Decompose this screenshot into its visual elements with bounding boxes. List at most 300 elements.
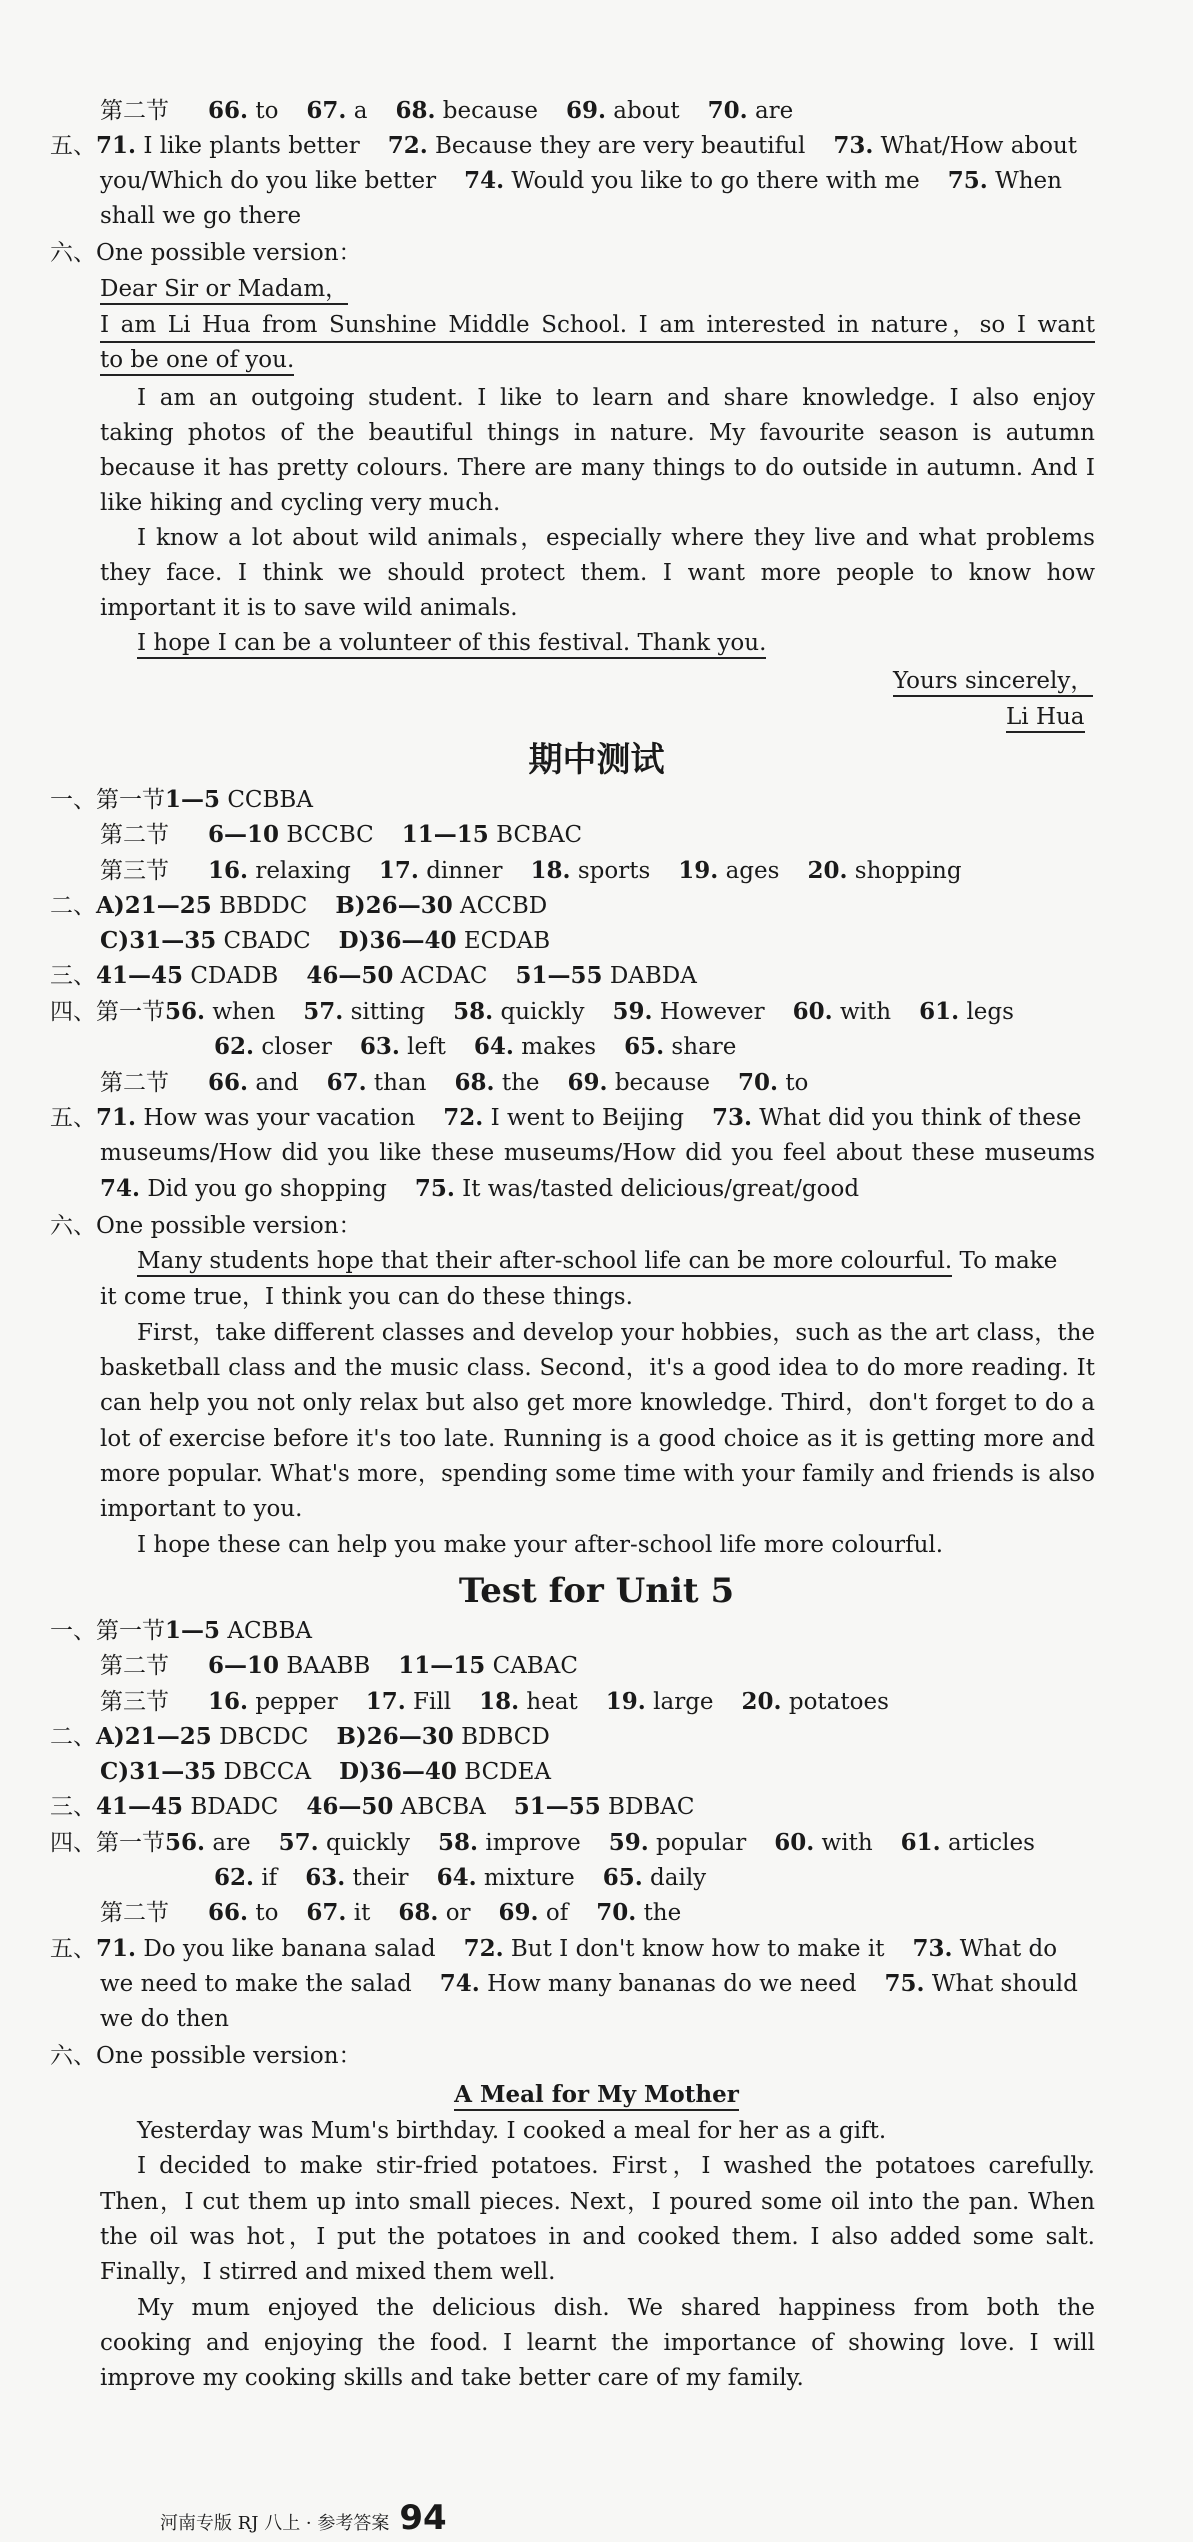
question-number: 20. xyxy=(741,1688,782,1715)
answer-value: ECDAB xyxy=(463,928,551,954)
question-number: 73. xyxy=(833,132,874,159)
question-number: 67. xyxy=(306,1899,347,1926)
signature-text: Li Hua xyxy=(1006,704,1085,733)
answer-value: the xyxy=(643,1900,682,1926)
question-number: 70. xyxy=(707,97,748,124)
question-number: 60. xyxy=(792,998,833,1025)
section-label: 第二节 xyxy=(100,98,169,124)
answer-value: ages xyxy=(725,858,780,884)
question-number: 11—15 xyxy=(398,1652,486,1679)
closing-text: Yours sincerely， xyxy=(893,668,1093,697)
question-number: B)26—30 xyxy=(335,892,453,919)
essay-line xyxy=(137,1246,1057,1276)
essay-title xyxy=(0,2080,1193,2110)
answer-item xyxy=(901,1828,1035,1858)
answer-value: Fill xyxy=(413,1689,452,1715)
answer-value: mixture xyxy=(483,1865,575,1891)
answer-line xyxy=(50,131,1105,161)
question-number: 16. xyxy=(208,1688,249,1715)
question-number: 41—45 xyxy=(96,1793,184,1820)
answer-value: When xyxy=(995,168,1062,194)
letter-line: because it has pretty colours. There are many things to do outside in autumn. And I xyxy=(100,455,1095,481)
answer-item xyxy=(100,1174,387,1204)
question-number: D)36—40 xyxy=(339,1758,457,1785)
answer-value: daily xyxy=(650,1865,707,1891)
answer-item xyxy=(208,856,351,886)
answer-value: ACDAC xyxy=(400,963,488,989)
answer-item xyxy=(100,926,311,956)
answer-text: you/Which do you like better xyxy=(100,168,437,194)
answer-item xyxy=(96,1722,308,1752)
answer-value: Do you like banana salad xyxy=(143,1936,436,1962)
question-number: 66. xyxy=(208,1069,249,1096)
section-label: 第三节 xyxy=(100,1689,169,1715)
section-number: 一、第一节 xyxy=(50,787,165,813)
answer-value: BBDDC xyxy=(219,893,308,919)
answer-item xyxy=(402,820,582,850)
answer-line xyxy=(50,891,575,921)
answer-line xyxy=(50,961,725,991)
question-number: 58. xyxy=(438,1829,479,1856)
essay-line: Yesterday was Mum's birthday. I cooked a meal for her as a gift. xyxy=(137,2118,887,2144)
answer-item xyxy=(336,1722,549,1752)
answer-value: quickly xyxy=(325,1830,411,1856)
answer-value: BCBAC xyxy=(496,822,583,848)
answer-value: Would you like to go there with me xyxy=(511,168,920,194)
answer-item xyxy=(398,1898,470,1928)
essay-line: lot of exercise before it's too late. Running is a good choice as it is getting more and xyxy=(100,1426,1095,1452)
essay-line: more popular. What's more，spending some time with your family and friends is also xyxy=(100,1461,1095,1487)
letter-line: important it is to save wild animals. xyxy=(100,595,518,621)
footer-text: 河南专版 RJ 八上 · 参考答案 xyxy=(160,2513,390,2534)
answer-item xyxy=(793,997,891,1027)
answer-value: What should xyxy=(931,1971,1078,1997)
answer-value: closer xyxy=(261,1034,332,1060)
answer-value: What do xyxy=(959,1936,1058,1962)
essay-line: important to you. xyxy=(100,1496,303,1522)
answer-item xyxy=(912,1934,1057,1964)
answer-value: BCDEA xyxy=(464,1759,552,1785)
answer-item xyxy=(613,997,765,1027)
answer-line xyxy=(100,1969,1106,1999)
underlined-sentence: to be one of you. xyxy=(100,347,294,376)
answer-item xyxy=(596,1898,681,1928)
answer-item xyxy=(327,1068,427,1098)
answer-value: sports xyxy=(577,858,651,884)
answer-item xyxy=(464,166,920,196)
answer-item xyxy=(306,96,367,126)
essay-line: First，take different classes and develop your hobbies，such as the art class，the xyxy=(137,1320,1095,1346)
answer-item xyxy=(609,1828,747,1858)
answer-item xyxy=(948,166,1062,196)
section-heading: 六、One possible version： xyxy=(50,2043,362,2069)
question-number: 59. xyxy=(612,998,653,1025)
question-number: 71. xyxy=(96,1104,137,1131)
answer-item xyxy=(379,856,503,886)
answer-item xyxy=(453,997,584,1027)
question-number: 75. xyxy=(884,1970,925,1997)
answer-item xyxy=(214,1032,332,1062)
question-number: 6—10 xyxy=(208,821,280,848)
question-number: 75. xyxy=(414,1175,455,1202)
question-number: C)31—35 xyxy=(100,1758,217,1785)
answer-item xyxy=(339,1757,551,1787)
answer-line xyxy=(100,1068,836,1098)
letter-signature xyxy=(1006,702,1085,732)
question-number: 69. xyxy=(567,1069,608,1096)
page-footer xyxy=(160,2498,447,2538)
answer-item xyxy=(437,1863,575,1893)
answer-item xyxy=(303,997,425,1027)
question-number: 73. xyxy=(711,1104,752,1131)
answer-text: museums/How did you like these museums/How did you feel about these museums xyxy=(100,1140,1095,1166)
answer-item xyxy=(306,1898,370,1928)
essay-line: My mum enjoyed the delicious dish. We shared happiness from both the xyxy=(137,2295,1095,2321)
answer-item xyxy=(738,1068,808,1098)
question-number: 56. xyxy=(165,1829,206,1856)
section-number: 四、第一节 xyxy=(50,1830,165,1856)
answer-value: the xyxy=(501,1070,540,1096)
answer-value: legs xyxy=(966,999,1014,1025)
answer-value: DBCDC xyxy=(219,1724,309,1750)
answer-item xyxy=(708,96,794,126)
answer-value: I like plants better xyxy=(143,133,360,159)
essay-line: I hope these can help you make your after-school life more colourful. xyxy=(137,1532,944,1558)
answer-item xyxy=(440,1969,857,1999)
answer-item xyxy=(712,1103,1081,1133)
answer-value: Because they are very beautiful xyxy=(435,133,806,159)
letter-line xyxy=(100,310,1095,343)
answer-value: It was/tasted delicious/great/good xyxy=(462,1176,860,1202)
answer-value: if xyxy=(261,1865,278,1891)
answer-line xyxy=(100,166,1090,196)
answer-value: because xyxy=(614,1070,710,1096)
section-number: 五、 xyxy=(50,133,96,159)
question-number: 16. xyxy=(208,857,249,884)
question-number: 68. xyxy=(398,1899,439,1926)
question-number: 19. xyxy=(605,1688,646,1715)
question-number: 46—50 xyxy=(306,962,394,989)
answer-item xyxy=(884,1969,1077,1999)
answer-item xyxy=(96,1934,436,1964)
answer-item xyxy=(624,1032,736,1062)
answer-value: CDADB xyxy=(190,963,279,989)
answer-value: to xyxy=(255,98,279,124)
question-number: 59. xyxy=(608,1829,649,1856)
question-number: 20. xyxy=(807,857,848,884)
answer-item xyxy=(208,1651,370,1681)
answer-value: BAABB xyxy=(286,1653,371,1679)
section-label: 第三节 xyxy=(100,858,169,884)
section-heading: 六、One possible version： xyxy=(50,1213,362,1239)
underlined-sentence: I hope I can be a volunteer of this festival. Thank you. xyxy=(137,630,766,659)
question-number: 66. xyxy=(208,1899,249,1926)
answer-value: relaxing xyxy=(255,858,351,884)
question-number: 67. xyxy=(326,1069,367,1096)
section-number: 五、 xyxy=(50,1936,96,1962)
answer-line xyxy=(100,820,610,850)
question-number: 62. xyxy=(214,1033,255,1060)
answer-value: with xyxy=(840,999,892,1025)
question-number: 74. xyxy=(464,167,505,194)
answer-item xyxy=(165,1616,312,1646)
answer-value: are xyxy=(212,1830,251,1856)
answer-line xyxy=(50,1828,1063,1858)
section-number: 一、第一节 xyxy=(50,1618,165,1644)
question-number: 69. xyxy=(498,1899,539,1926)
essay-line: can help you not only relax but also get more knowledge. Third，don't forget to do a xyxy=(100,1390,1095,1416)
essay-text: To make xyxy=(952,1248,1058,1274)
question-number: 46—50 xyxy=(306,1793,394,1820)
answer-line xyxy=(100,1651,606,1681)
answer-item xyxy=(339,926,551,956)
answer-line xyxy=(100,96,821,126)
answer-item xyxy=(499,1898,569,1928)
letter-salutation xyxy=(100,274,348,304)
answer-value: than xyxy=(373,1070,427,1096)
question-number: 75. xyxy=(947,167,988,194)
answer-item xyxy=(464,1934,885,1964)
underlined-sentence: I am Li Hua from Sunshine Middle School. I am interested in nature，so I want xyxy=(100,310,1095,343)
answer-item xyxy=(100,1757,311,1787)
answer-value: BDBAC xyxy=(608,1794,695,1820)
answer-item xyxy=(415,1174,859,1204)
answer-value: Did you go shopping xyxy=(147,1176,387,1202)
question-number: 67. xyxy=(306,97,347,124)
question-number: 60. xyxy=(774,1829,815,1856)
answer-value: improve xyxy=(485,1830,581,1856)
question-number: 17. xyxy=(378,857,419,884)
question-number: 62. xyxy=(214,1864,255,1891)
letter-line: like hiking and cycling very much. xyxy=(100,490,501,516)
question-number: 70. xyxy=(596,1899,637,1926)
question-number: 61. xyxy=(919,998,960,1025)
question-number: 74. xyxy=(439,1970,480,1997)
answer-item xyxy=(455,1068,540,1098)
answer-item xyxy=(603,1863,706,1893)
answer-item xyxy=(438,1828,581,1858)
question-number: 1—5 xyxy=(165,786,221,813)
answer-value: potatoes xyxy=(788,1689,889,1715)
answer-item xyxy=(443,1103,684,1133)
answer-item xyxy=(606,1687,714,1717)
answer-item xyxy=(395,96,537,126)
section-label: 第二节 xyxy=(100,1900,169,1926)
question-number: 18. xyxy=(530,857,571,884)
answer-value: However xyxy=(659,999,765,1025)
answer-text: we do then xyxy=(100,2006,229,2032)
section-title: 期中测试 xyxy=(528,740,665,780)
answer-value: about xyxy=(613,98,680,124)
question-number: 11—15 xyxy=(401,821,489,848)
salutation-text: Dear Sir or Madam， xyxy=(100,276,348,305)
section-label: 第二节 xyxy=(100,1653,169,1679)
answer-value: articles xyxy=(947,1830,1035,1856)
section-number: 四、第一节 xyxy=(50,999,165,1025)
answer-item xyxy=(516,961,697,991)
letter-closing xyxy=(893,666,1093,696)
answer-item xyxy=(208,820,374,850)
answer-value: because xyxy=(442,98,538,124)
answer-item xyxy=(96,131,360,161)
answer-line xyxy=(50,1616,340,1646)
answer-value: it xyxy=(353,1900,371,1926)
question-number: 51—55 xyxy=(515,962,603,989)
question-number: 18. xyxy=(479,1688,520,1715)
answer-value: of xyxy=(545,1900,569,1926)
essay-line: Finally，I stirred and mixed them well. xyxy=(100,2259,556,2285)
answer-item xyxy=(360,1032,446,1062)
question-number: 61. xyxy=(900,1829,941,1856)
answer-value: quickly xyxy=(500,999,585,1025)
answer-line xyxy=(100,1174,887,1204)
essay-line: Then，I cut them up into small pieces. Next，I poured some oil into the pan. When xyxy=(100,2189,1095,2215)
answer-line xyxy=(100,926,578,956)
answer-item xyxy=(335,891,547,921)
answer-line xyxy=(50,785,341,815)
answer-value: heat xyxy=(526,1689,578,1715)
question-number: D)36—40 xyxy=(338,927,457,954)
question-number: 17. xyxy=(365,1688,406,1715)
answer-line xyxy=(214,1863,734,1893)
answer-item xyxy=(807,856,961,886)
answer-value: DABDA xyxy=(609,963,697,989)
question-number: 72. xyxy=(463,1935,504,1962)
answer-value: to xyxy=(255,1900,279,1926)
answer-value: CBADC xyxy=(223,928,311,954)
question-number: 58. xyxy=(453,998,494,1025)
answer-value: large xyxy=(653,1689,714,1715)
question-number: A)21—25 xyxy=(96,892,212,919)
answer-value: to xyxy=(785,1070,809,1096)
answer-value: popular xyxy=(656,1830,747,1856)
answer-value: ACCBD xyxy=(460,893,548,919)
essay-line: I decided to make stir-fried potatoes. First，I washed the potatoes carefully. xyxy=(137,2153,1095,2179)
letter-line: taking photos of the beautiful things in nature. My favourite season is autumn xyxy=(100,420,1095,446)
page-number: 94 xyxy=(399,2498,447,2538)
essay-title-text: A Meal for My Mother xyxy=(454,2081,739,2111)
answer-line xyxy=(100,1898,709,1928)
question-number: 72. xyxy=(443,1104,484,1131)
answer-value: a xyxy=(353,98,368,124)
answer-item xyxy=(366,1687,451,1717)
letter-line: I am an outgoing student. I like to learn and share knowledge. I also enjoy xyxy=(137,385,1095,411)
question-number: 19. xyxy=(678,857,719,884)
answer-value: ABCBA xyxy=(400,1794,486,1820)
answer-item xyxy=(774,1828,872,1858)
essay-line: improve my cooking skills and take better care of my family. xyxy=(100,2365,804,2391)
answer-value: BDADC xyxy=(190,1794,279,1820)
answer-line xyxy=(50,1722,578,1752)
answer-line xyxy=(50,997,1042,1027)
essay-line: the oil was hot，I put the potatoes in and cooked them. I also added some salt. xyxy=(100,2224,1095,2250)
question-number: 73. xyxy=(912,1935,953,1962)
answer-item xyxy=(208,96,278,126)
answer-item xyxy=(514,1792,695,1822)
letter-line xyxy=(137,628,766,658)
answer-item xyxy=(214,1863,277,1893)
answer-item xyxy=(96,961,278,991)
answer-value: left xyxy=(407,1034,446,1060)
answer-value: CABAC xyxy=(492,1653,578,1679)
question-number: C)31—35 xyxy=(100,927,217,954)
section-number: 二、 xyxy=(50,1724,96,1750)
question-number: 70. xyxy=(737,1069,778,1096)
answer-line xyxy=(100,1687,917,1717)
question-number: 56. xyxy=(165,998,206,1025)
question-number: B)26—30 xyxy=(336,1723,454,1750)
letter-line xyxy=(100,345,294,375)
answer-item xyxy=(742,1687,889,1717)
answer-item xyxy=(474,1032,596,1062)
answer-item xyxy=(479,1687,578,1717)
answer-line xyxy=(100,856,990,886)
section-number: 二、 xyxy=(50,893,96,919)
question-number: 65. xyxy=(602,1864,643,1891)
answer-value: sitting xyxy=(350,999,426,1025)
question-number: 51—55 xyxy=(513,1793,601,1820)
answer-value: are xyxy=(754,98,794,124)
answer-item xyxy=(305,1863,408,1893)
answer-value: What/How about xyxy=(880,133,1078,159)
answer-item xyxy=(208,1687,338,1717)
answer-item xyxy=(208,1898,278,1928)
answer-item xyxy=(388,131,806,161)
essay-line: cooking and enjoying the food. I learnt the importance of showing love. I will xyxy=(100,2330,1095,2356)
question-number: 66. xyxy=(208,97,249,124)
answer-value: But I don't know how to make it xyxy=(510,1936,885,1962)
answer-item xyxy=(165,785,313,815)
answer-value: dinner xyxy=(426,858,503,884)
answer-value: BCCBC xyxy=(286,822,374,848)
answer-text: shall we go there xyxy=(100,203,302,229)
section-number: 三、 xyxy=(50,963,96,989)
answer-value: their xyxy=(352,1865,409,1891)
answer-item xyxy=(306,961,487,991)
answer-value: share xyxy=(671,1034,737,1060)
question-number: 57. xyxy=(303,998,344,1025)
answer-text: we need to make the salad xyxy=(100,1971,412,1997)
question-number: 69. xyxy=(565,97,606,124)
answer-value: How many bananas do we need xyxy=(487,1971,857,1997)
section-title: Test for Unit 5 xyxy=(458,1571,735,1611)
answer-value: DBCCA xyxy=(223,1759,312,1785)
essay-line: basketball class and the music class. Second，it's a good idea to do more reading. It xyxy=(100,1355,1095,1381)
question-number: 64. xyxy=(436,1864,477,1891)
answer-value: CCBBA xyxy=(227,787,313,813)
essay-line: it come true，I think you can do these things. xyxy=(100,1284,633,1310)
answer-value: I went to Beijing xyxy=(490,1105,684,1131)
answer-line xyxy=(100,1757,579,1787)
answer-value: when xyxy=(212,999,276,1025)
question-number: 64. xyxy=(473,1033,514,1060)
answer-value: What did you think of these xyxy=(759,1105,1082,1131)
answer-item xyxy=(678,856,779,886)
question-number: 6—10 xyxy=(208,1652,280,1679)
question-number: 68. xyxy=(395,97,436,124)
answer-value: pepper xyxy=(255,1689,338,1715)
answer-value: ACBBA xyxy=(227,1618,312,1644)
answer-item xyxy=(96,1792,278,1822)
answer-line xyxy=(50,1103,1109,1133)
question-number: 65. xyxy=(624,1033,665,1060)
answer-value: or xyxy=(445,1900,471,1926)
section-heading: 六、One possible version： xyxy=(50,240,362,266)
section-number: 三、 xyxy=(50,1794,96,1820)
answer-item xyxy=(306,1792,485,1822)
question-number: 57. xyxy=(278,1829,319,1856)
answer-item xyxy=(165,997,275,1027)
